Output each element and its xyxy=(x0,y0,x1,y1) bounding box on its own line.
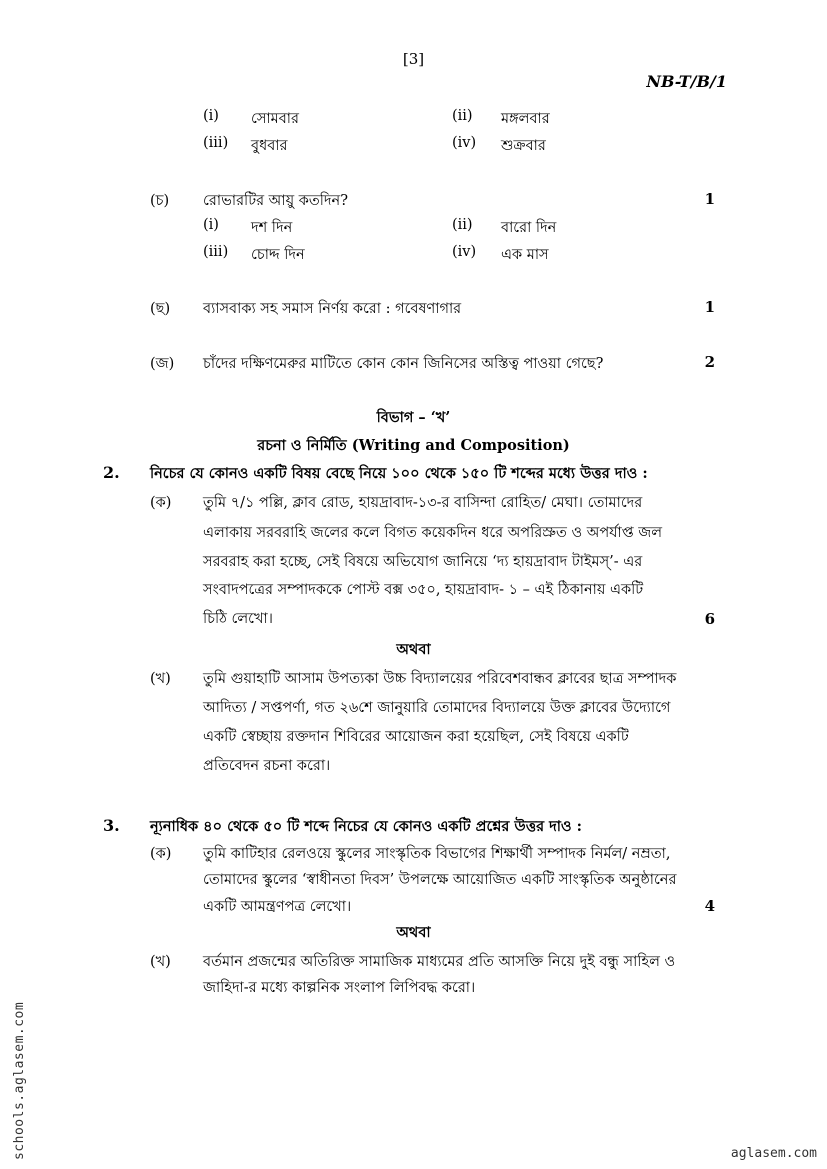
option-number: (ii) xyxy=(452,108,473,124)
question-line: একটি স্বেচ্ছায় রক্তদান শিবিরের আয়োজন করা হয়েছিল, সেই বিষয়ে একটি xyxy=(203,729,629,745)
question-label: (ক) xyxy=(150,846,172,862)
option-text: দশ দিন xyxy=(251,220,293,236)
question-line: তুমি গুয়াহাটি আসাম উপত্যকা উচ্চ বিদ্যালয়ের পরিবেশবান্ধব ক্লাবের ছাত্র সম্পাদক xyxy=(203,671,677,687)
section-subtitle-en: (Writing and Composition) xyxy=(351,437,570,454)
question-marks: 1 xyxy=(704,190,715,208)
question-marks: 6 xyxy=(704,610,715,628)
question-line: সরবরাহ করা হচ্ছে, সেই বিষয়ে অভিযোগ জানিয়ে ‘দ্য হায়দ্রাবাদ টাইমস্’- এর xyxy=(203,554,643,570)
or-separator: অথবা xyxy=(396,924,431,941)
option-text: মঙ্গলবার xyxy=(501,111,550,127)
question-label: (ক) xyxy=(150,495,172,511)
question-marks: 2 xyxy=(704,353,715,371)
option-number: (iv) xyxy=(452,135,477,151)
question-line: তোমাদের স্কুলের ‘স্বাধীনতা দিবস’ উপলক্ষে আয়োজিত একটি সাংস্কৃতিক অনুষ্ঠানের xyxy=(203,872,677,888)
question-line: আদিত্য / সপ্তপর্ণা, গত ২৬শে জানুয়ারি তোমাদের বিদ্যালয়ে উক্ত ক্লাবের উদ্যোগে xyxy=(203,700,671,716)
section-subtitle xyxy=(0,435,827,459)
question-line: একটি আমন্ত্রণপত্র লেখো। xyxy=(203,899,352,915)
option-number: (i) xyxy=(203,108,219,124)
option-number: (ii) xyxy=(452,217,473,233)
question-line: চিঠি লেখো। xyxy=(203,611,273,627)
question-label: (চ) xyxy=(150,193,170,209)
option-text: শুক্রবার xyxy=(501,138,546,154)
question-label: (খ) xyxy=(150,954,171,970)
paper-code: NB-T/B/1 xyxy=(646,72,727,91)
question-instruction: ন্যূনাধিক ৪০ থেকে ৫০ টি শব্দে নিচের যে কোনও একটি প্রশ্নের উত্তর দাও : xyxy=(150,818,583,835)
option-number: (i) xyxy=(203,217,219,233)
question-instruction: নিচের যে কোনও একটি বিষয় বেছে নিয়ে ১০০ থেকে ১৫০ টি শব্দের মধ্যে উত্তর দাও : xyxy=(150,465,648,482)
option-text: এক মাস xyxy=(501,247,549,263)
question-marks: 4 xyxy=(704,897,715,915)
option-text: বুধবার xyxy=(251,138,288,154)
watermark-corner-text: aglasem.com xyxy=(730,1146,817,1161)
section-title: বিভাগ – ‘খ’ xyxy=(376,409,451,426)
question-marks: 1 xyxy=(704,298,715,316)
page-number: [3] xyxy=(402,50,425,68)
question-label: (জ) xyxy=(150,356,175,372)
question-line: তুমি ৭/১ পল্লি, ক্লাব রোড, হায়দ্রাবাদ-১৩-র বাসিন্দা রোহিত/ মেঘা। তোমাদের xyxy=(203,495,643,511)
option-number: (iii) xyxy=(203,244,229,260)
section-subtitle-bn: রচনা ও নির্মিতি xyxy=(257,437,347,454)
watermark-side-text: schools.aglasem.com xyxy=(12,1001,27,1160)
question-text: ব্যাসবাক্য সহ সমাস নির্ণয় করো : গবেষণাগার xyxy=(203,301,462,317)
question-label: (খ) xyxy=(150,671,171,687)
question-label: (ছ) xyxy=(150,301,171,317)
question-line: তুমি কাটিহার রেলওয়ে স্কুলের সাংস্কৃতিক বিভাগের শিক্ষার্থী সম্পাদক নির্মল/ নম্রতা, xyxy=(203,846,671,862)
option-text: চোদ্দ দিন xyxy=(251,247,305,263)
question-line: এলাকায় সরবরাহি জলের কলে বিগত কয়েকদিন ধরে অপরিস্রুত ও অপর্যাপ্ত জল xyxy=(203,525,663,541)
question-line: বর্তমান প্রজন্মের অতিরিক্ত সামাজিক মাধ্যমের প্রতি আসক্তি নিয়ে দুই বন্ধু সাহিল ও xyxy=(203,954,676,970)
question-line: জাহিদা-র মধ্যে কাল্পনিক সংলাপ লিপিবদ্ধ করো। xyxy=(203,980,476,996)
question-number: 2. xyxy=(103,463,120,482)
option-number: (iv) xyxy=(452,244,477,260)
option-number: (iii) xyxy=(203,135,229,151)
question-number: 3. xyxy=(103,816,120,835)
option-text: সোমবার xyxy=(251,111,299,127)
option-text: বারো দিন xyxy=(501,220,557,236)
question-text: চাঁদের দক্ষিণমেরুর মাটিতে কোন কোন জিনিসের অস্তিত্ব পাওয়া গেছে? xyxy=(203,356,604,372)
question-text: রোভারটির আয়ু কতদিন? xyxy=(203,193,348,209)
or-separator: অথবা xyxy=(396,641,431,658)
question-line: সংবাদপত্রের সম্পাদককে পোস্ট বক্স ৩৫০, হায়দ্রাবাদ- ১ – এই ঠিকানায় একটি xyxy=(203,582,644,598)
question-line: প্রতিবেদন রচনা করো। xyxy=(203,758,331,774)
